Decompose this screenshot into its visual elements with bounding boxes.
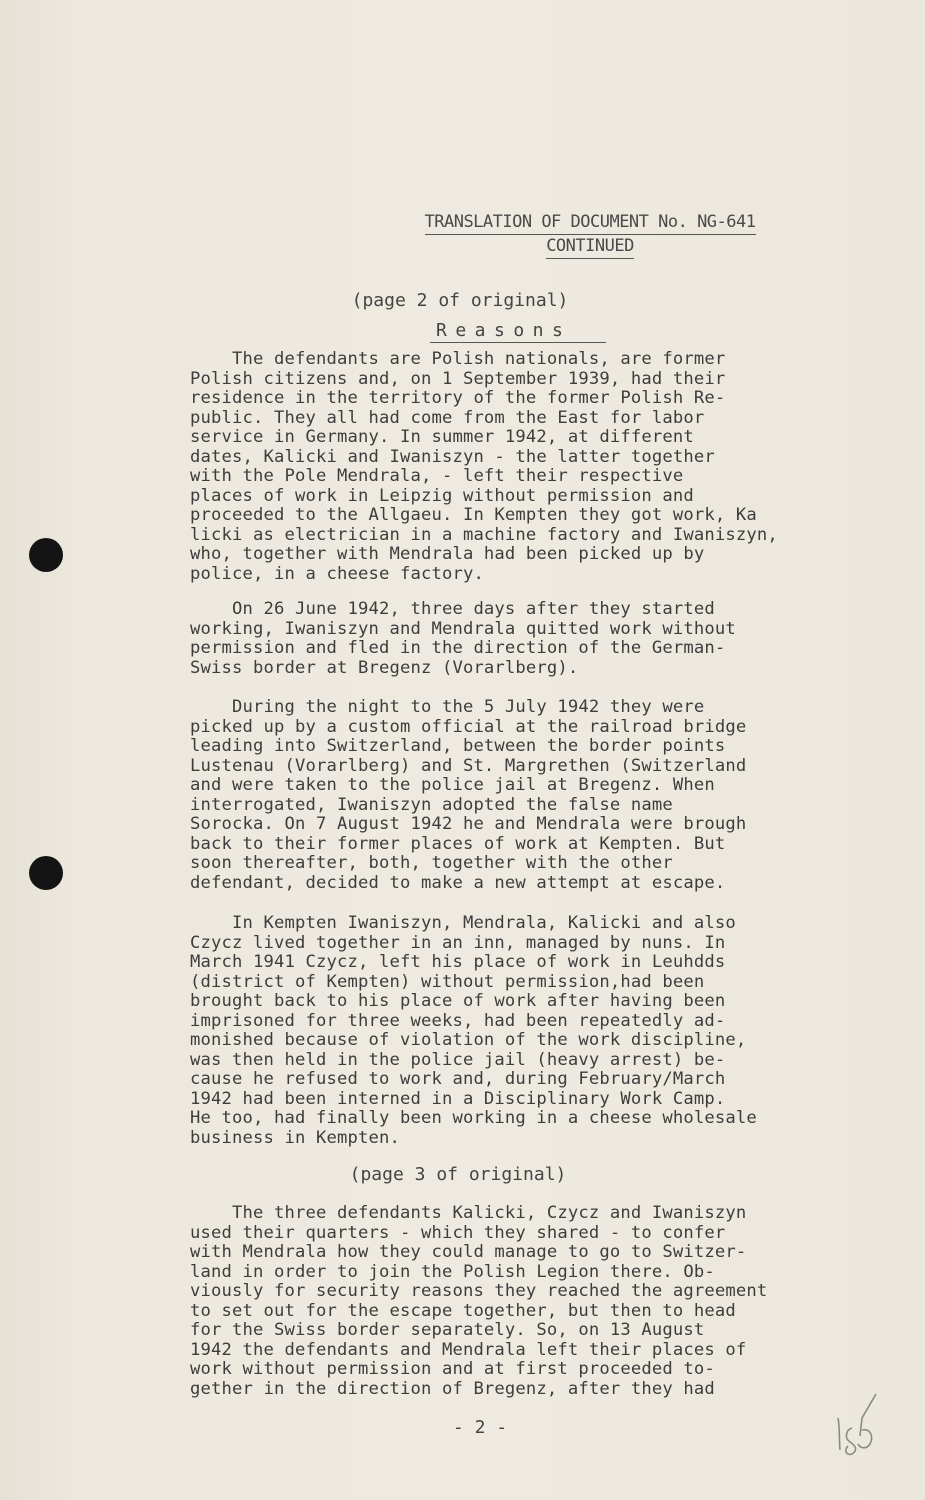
page-number: - 2 - bbox=[452, 1417, 508, 1438]
page-note: (page 3 of original) bbox=[349, 1164, 567, 1185]
handwritten-mark bbox=[826, 1388, 886, 1458]
page-note: (page 2 of original) bbox=[351, 290, 569, 311]
paragraph: During the night to the 5 July 1942 they were picked up by a custom official at the railroad bridge leading into Switzerland, between the border points Lustenau (Vorarlberg) and St. Margrethen (Switzerland and were taken to the police jail at Bregenz. When interrogated, Iwaniszyn adopted the false name Sorocka. On 7 August 1942 he and Mendrala were brough back to their former places of work at Kempten. But soon thereafter, both, together with the other defendant, decided to make a new attempt at escape. bbox=[190, 697, 747, 893]
header-continued: CONTINUED bbox=[546, 236, 634, 259]
document-header bbox=[380, 212, 800, 259]
header-title: TRANSLATION OF DOCUMENT No. NG-641 bbox=[425, 212, 756, 235]
paragraph: On 26 June 1942, three days after they started working, Iwaniszyn and Mendrala quitted work without permission and fled in the direction of the German- Swiss border at Bregenz (Vorarlberg). bbox=[190, 599, 736, 678]
paragraph: The defendants are Polish nationals, are former Polish citizens and, on 1 September 1939, had their residence in the territory of the former Polish Re- public. They all had come from the East for labor service in Germany. In summer 1942, at different dates, Kalicki and Iwaniszyn - the latter together with the Pole Mendrala, - left their respective places of work in Leipzig without permission and proceeded to the Allgaeu. In Kempten they got work, Ka licki as electrician in a machine factory and Iwaniszyn, who, together with Mendrala had been picked up by police, in a cheese factory. bbox=[190, 349, 778, 584]
paragraph: The three defendants Kalicki, Czycz and Iwaniszyn used their quarters - which they shared - to confer with Mendrala how they could manage to go to Switzer- land in order to join the Polish Legion there. Ob- viously for security reasons they reached the agreement to set out for the escape together, but then to head for the Swiss border separately. So, on 13 August 1942 the defendants and Mendrala left their places of work without permission and at first proceeded to- gether in the direction of Bregenz, after they had bbox=[190, 1203, 768, 1399]
punch-hole bbox=[29, 538, 63, 572]
punch-hole bbox=[29, 856, 63, 890]
section-title: Reasons bbox=[430, 320, 606, 343]
paragraph: In Kempten Iwaniszyn, Mendrala, Kalicki and also Czycz lived together in an inn, managed by nuns. In March 1941 Czycz, left his place of work in Leuhdds (district of Kempten) without permission,had been brought back to his place of work after having been imprisoned for three weeks, had been repeatedly ad- monished because of violation of the work discipline, was then held in the police jail (heavy arrest) be- cause he refused to work and, during February/March 1942 had been interned in a Disciplinary Work Camp. He too, had finally been working in a cheese wholesale business in Kempten. bbox=[190, 913, 757, 1148]
